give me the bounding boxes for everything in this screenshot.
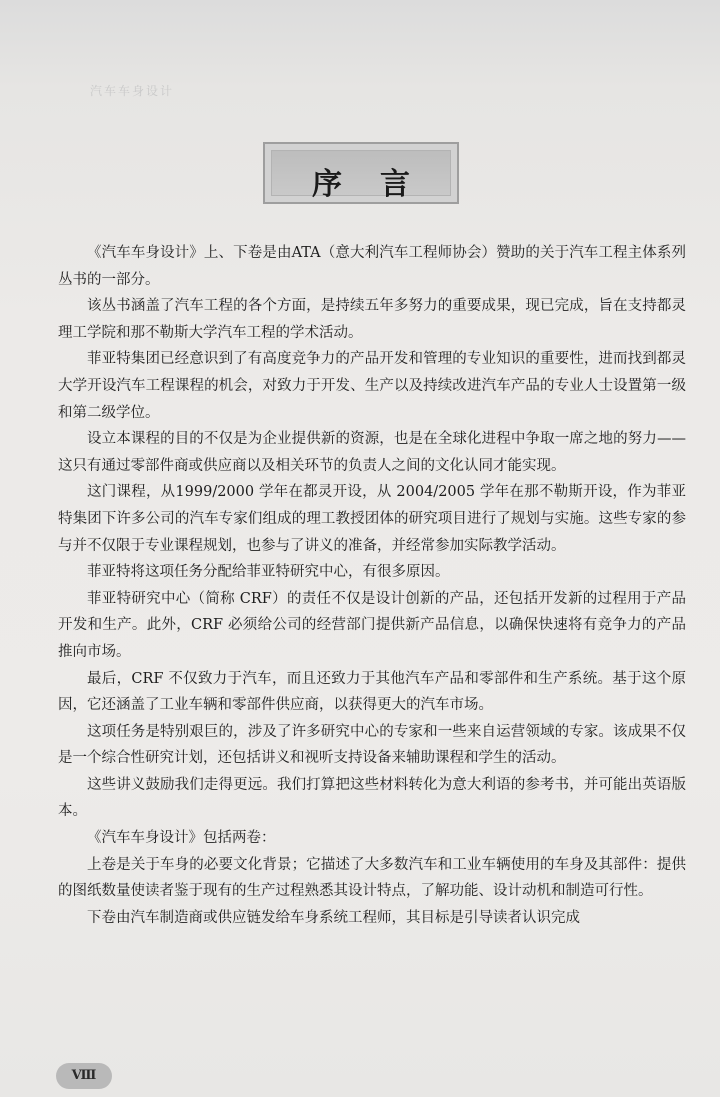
faint-running-header: 汽车车身设计 <box>90 84 175 98</box>
paragraph: 菲亚特将这项任务分配给菲亚特研究中心，有很多原因。 <box>87 564 450 581</box>
paragraph: 这项任务是特别艰巨的，涉及了许多研究中心的专家和一些来自运营领域的专家。该成果不仅是一个综合性研究计划，还包括讲义和视听支持设备来辅助课程和学生的活动。 <box>58 723 686 767</box>
paragraph: 菲亚特研究中心（简称 CRF）的责任不仅是设计创新的产品，还包括开发新的过程用于产品开发和生产。此外，CRF 必须给公司的经营部门提供新产品信息，以确保快速将有竞争力的产品推向市场。 <box>58 590 686 660</box>
title-box-inner <box>271 150 451 202</box>
paragraph: 下卷由汽车制造商或供应链发给车身系统工程师，其目标是引导读者认识完成 <box>87 909 580 926</box>
paragraph: 《汽车车身设计》上、下卷是由ATA（意大利汽车工程师协会）赞助的关于汽车工程主体系列丛书的一部分。 <box>58 245 686 288</box>
page-title: 序言 <box>312 167 448 202</box>
paragraph: 设立本课程的目的不仅是为企业提供新的资源，也是在全球化进程中争取一席之地的努力——这只有通过零部件商或供应商以及相关环节的负责人之间的文化认同才能实现。 <box>58 431 686 474</box>
body-text <box>58 240 686 931</box>
paragraph: 该丛书涵盖了汽车工程的各个方面，是持续五年多努力的重要成果，现已完成，旨在支持都灵理工学院和那不勒斯大学汽车工程的学术活动。 <box>58 298 686 341</box>
paragraph: 最后，CRF 不仅致力于汽车，而且还致力于其他汽车产品和零部件和生产系统。基于这个原因，它还涵盖了工业车辆和零部件供应商，以获得更大的汽车市场。 <box>58 670 686 714</box>
paragraph: 上卷是关于车身的必要文化背景；它描述了大多数汽车和工业车辆使用的车身及其部件：提供的图纸数量使读者鉴于现有的生产过程熟悉其设计特点，了解功能、设计动机和制造可行性。 <box>58 856 686 900</box>
paragraph: 这些讲义鼓励我们走得更远。我们打算把这些材料转化为意大利语的参考书，并可能出英语版本。 <box>58 776 686 820</box>
paragraph: 这门课程，从1999/2000 学年在都灵开设，从 2004/2005 学年在那不勒斯开设，作为菲亚特集团下许多公司的汽车专家们组成的理工教授团体的研究项目进行了规划与实施。这些专家的参与并不仅限于专业课程规划，也参与了讲义的准备，并经常参加实际教学活动。 <box>58 484 686 554</box>
title-box <box>263 142 459 204</box>
page-number-badge: Ⅷ <box>56 1063 112 1089</box>
paragraph: 《汽车车身设计》包括两卷： <box>87 830 276 847</box>
paragraph: 菲亚特集团已经意识到了有高度竞争力的产品开发和管理的专业知识的重要性，进而找到都灵大学开设汽车工程课程的机会，对致力于开发、生产以及持续改进汽车产品的专业人士设置第一级和第二级学位。 <box>58 351 686 421</box>
